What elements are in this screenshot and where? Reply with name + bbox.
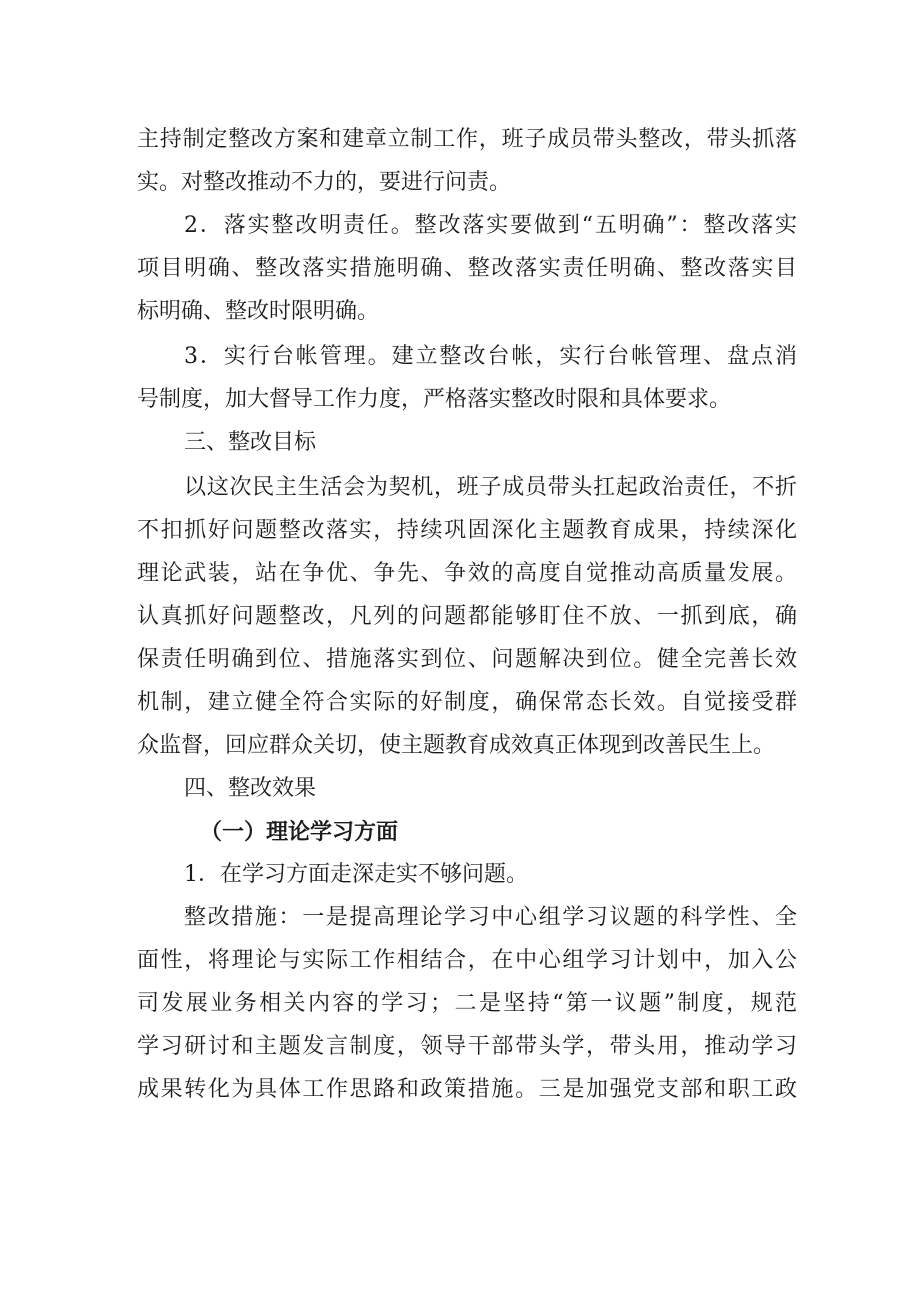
section-heading: 四、整改效果 bbox=[184, 776, 317, 801]
paragraph-line: 司发展业务相关内容的学习；二是坚持“第一议题”制度，规范 bbox=[137, 991, 797, 1016]
paragraph-line: 项目明确、整改落实措施明确、整改落实责任明确、整改落实目 bbox=[137, 256, 797, 281]
paragraph-line: 主持制定整改方案和建章立制工作，班子成员带头整改，带头抓落 bbox=[137, 127, 797, 152]
paragraph-line: 实。对整改推动不力的，要进行问责。 bbox=[137, 170, 512, 195]
paragraph-line: 众监督，回应群众关切，使主题教育成效真正体现到改善民生上。 bbox=[137, 733, 776, 758]
paragraph-line: 认真抓好问题整改，凡列的问题都能够盯住不放、一抓到底，确 bbox=[137, 604, 797, 629]
paragraph-line: 机制，建立健全符合实际的好制度，确保常态长效。自觉接受群 bbox=[137, 690, 797, 715]
paragraph-line: 学习研讨和主题发言制度，领导干部带头学，带头用，推动学习 bbox=[137, 1034, 797, 1059]
paragraph-line: 号制度，加大督导工作力度，严格落实整改时限和具体要求。 bbox=[137, 387, 732, 412]
paragraph-line: 不扣抓好问题整改落实，持续巩固深化主题教育成果，持续深化 bbox=[137, 518, 797, 543]
paragraph-line: 面性，将理论与实际工作相结合，在中心组学习计划中，加入公 bbox=[137, 948, 797, 973]
section-heading: 三、整改目标 bbox=[184, 430, 317, 455]
paragraph-line: 理论武装，站在争优、争先、争效的高度自觉推动高质量发展。 bbox=[137, 561, 797, 586]
subsection-heading: （一）理论学习方面 bbox=[200, 819, 399, 845]
paragraph-line: 标明确、整改时限明确。 bbox=[137, 299, 380, 324]
paragraph-line: 整改措施：一是提高理论学习中心组学习议题的科学性、全 bbox=[184, 905, 797, 930]
paragraph-line: 3．实行台帐管理。建立整改台帐，实行台帐管理、盘点消 bbox=[184, 344, 797, 369]
paragraph-line: 以这次民主生活会为契机，班子成员带头扛起政治责任，不折 bbox=[184, 475, 797, 500]
paragraph-line: 保责任明确到位、措施落实到位、问题解决到位。健全完善长效 bbox=[137, 647, 797, 672]
paragraph-line: 2．落实整改明责任。整改落实要做到“五明确”：整改落实 bbox=[184, 213, 797, 238]
item-heading: 1．在学习方面走深走实不够问题。 bbox=[184, 862, 528, 887]
paragraph-line: 成果转化为具体工作思路和政策措施。三是加强党支部和职工政 bbox=[137, 1077, 797, 1102]
